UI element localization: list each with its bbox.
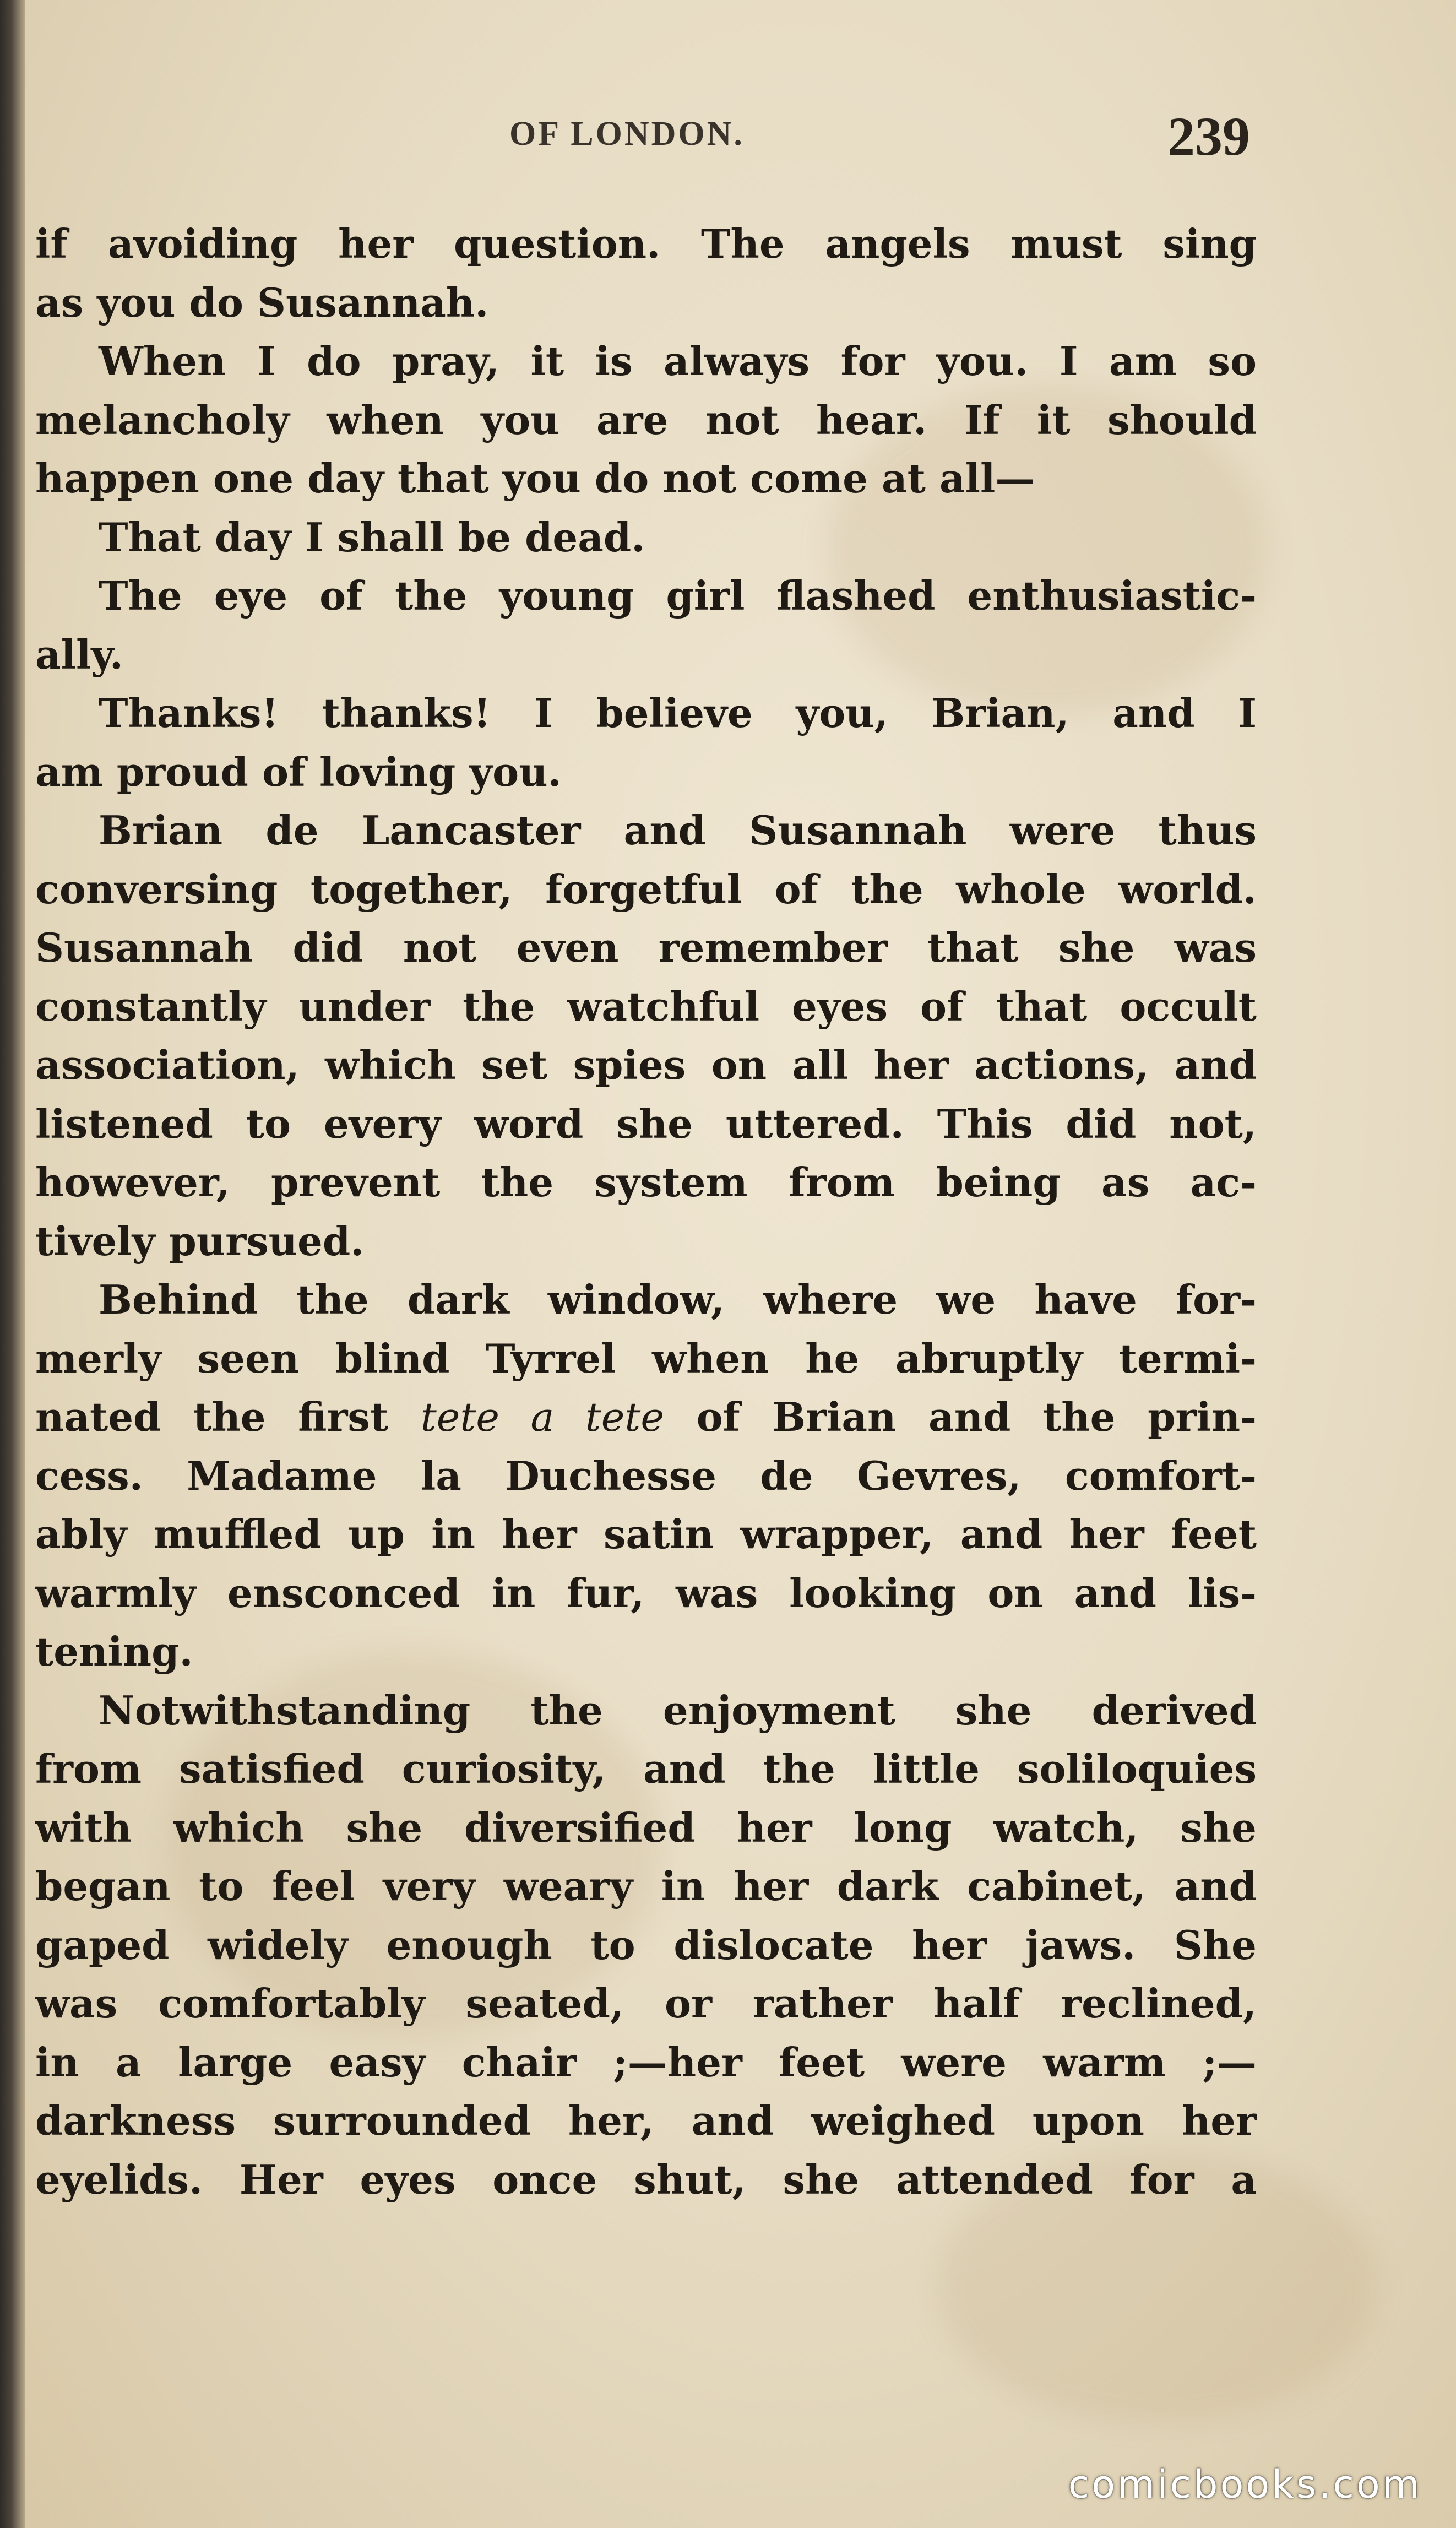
page-number: 239	[1167, 106, 1250, 167]
text-line: in a large easy chair ;—her feet were warm ;—	[35, 2038, 1257, 2086]
text-line: warmly ensconced in fur, was looking on and lis-	[35, 1569, 1257, 1616]
text-line: cess. Madame la Duchesse de Gevres, comfort-	[35, 1452, 1257, 1499]
text-line: tively pursued.	[35, 1217, 365, 1265]
text-span: of Brian and the prin-	[664, 1393, 1257, 1440]
text-line: from satisfied curiosity, and the little soliloquies	[35, 1745, 1257, 1792]
text-line: association, which set spies on all her actions, and	[35, 1041, 1257, 1088]
text-line: as you do Susannah.	[35, 279, 489, 326]
text-line: happen one day that you do not come at all—	[35, 455, 1035, 502]
text-line: Susannah did not even remember that she was	[35, 924, 1257, 971]
text-line: Thanks! thanks! I believe you, Brian, and I	[99, 690, 1257, 736]
text-line: melancholy when you are not hear. If it should	[35, 396, 1257, 443]
text-line: tening.	[35, 1628, 193, 1675]
text-line: gaped widely enough to dislocate her jaws. She	[35, 1921, 1257, 1968]
text-line: eyelids. Her eyes once shut, she attended for a	[35, 2156, 1257, 2203]
text-line: merly seen blind Tyrrel when he abruptly termi-	[35, 1334, 1257, 1382]
text-line: with which she diversified her long watch, she	[35, 1804, 1257, 1851]
text-line: conversing together, forgetful of the whole world.	[35, 865, 1257, 913]
text-line: began to feel very weary in her dark cabinet, and	[35, 1863, 1257, 1909]
running-title: OF LONDON.	[509, 115, 745, 153]
book-spine-edge	[0, 0, 25, 2528]
text-line: Notwithstanding the enjoyment she derived	[99, 1686, 1257, 1734]
body-text	[35, 215, 1257, 2209]
text-line: am proud of loving you.	[35, 748, 562, 795]
italic-phrase: tete a tete	[420, 1394, 664, 1440]
text-line: Behind the dark window, where we have for-	[99, 1276, 1257, 1323]
text-line: Brian de Lancaster and Susannah were thus	[99, 807, 1257, 854]
text-line: constantly under the watchful eyes of that occult	[35, 983, 1257, 1030]
text-line: however, prevent the system from being as ac-	[35, 1159, 1257, 1206]
watermark: comicbooks.com	[1068, 2462, 1422, 2507]
text-line: That day I shall be dead.	[99, 513, 645, 561]
text-span: nated the first	[35, 1393, 421, 1440]
text-line: was comfortably seated, or rather half reclined,	[35, 1980, 1257, 2027]
text-line: listened to every word she uttered. This did not,	[35, 1100, 1257, 1147]
text-line: The eye of the young girl flashed enthusiastic-	[99, 572, 1257, 619]
text-line: if avoiding her question. The angels must sing	[35, 220, 1257, 267]
text-line: ably muffled up in her satin wrapper, and her feet	[35, 1511, 1257, 1558]
text-line: darkness surrounded her, and weighed upon her	[35, 2097, 1257, 2144]
text-line	[35, 1388, 1257, 1447]
text-line: When I do pray, it is always for you. I am so	[99, 338, 1257, 384]
text-line: ally.	[35, 631, 123, 678]
page-header	[39, 105, 1250, 167]
